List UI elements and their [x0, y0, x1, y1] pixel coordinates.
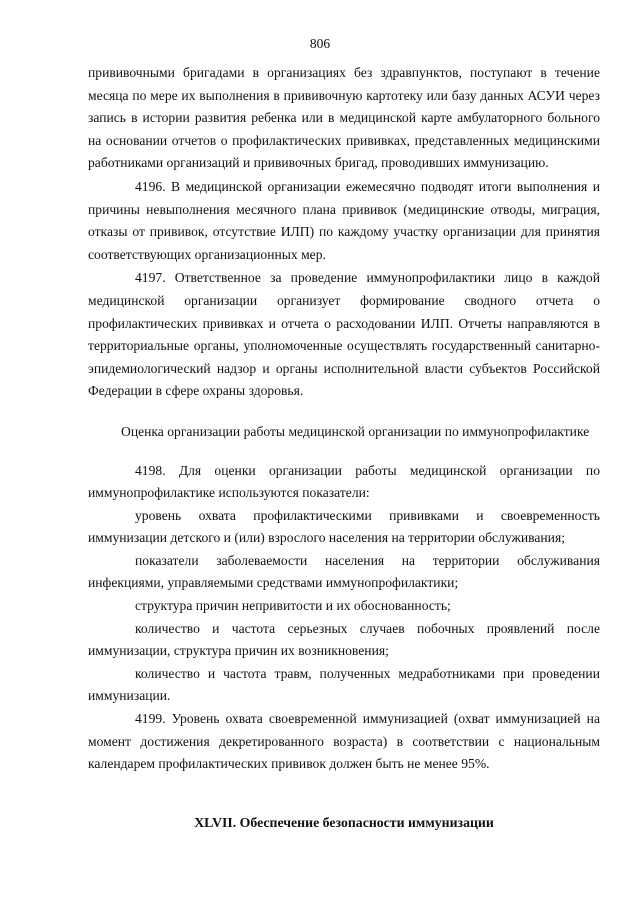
section-subheading: Оценка организации работы медицинской организации по иммунопрофилактике: [121, 423, 590, 439]
indicator-item: уровень охвата профилактическими прививками и своевременность иммунизации детского и (или) взрослого населения на территории обслуживания;: [88, 507, 600, 546]
paragraph-4199: 4199. Уровень охвата своевременной иммунизацией (охват иммунизацией на момент достижения декретированного возраста) в соответствии с национальным календарем профилактических прививок должен быть не менее 95%.: [88, 711, 600, 772]
paragraph-continuation: прививочными бригадами в организациях без здравпунктов, поступают в течение месяца по мере их выполнения в прививочную картотеку или базу данных АСУИ через запись в истории развития ребенка или в медицинской карте амбулаторного больного на основании отчетов о профилактических прививках, представленных медицинскими работниками организаций и прививочных бригад, проводивших иммунизацию.: [88, 65, 600, 171]
chapter-heading: XLVII. Обеспечение безопасности иммунизации: [194, 814, 494, 830]
indicator-item: структура причин непривитости и их обоснованность;: [135, 598, 451, 614]
paragraph-4196: 4196. В медицинской организации ежемесячно подводят итоги выполнения и причины невыполнения месячного плана прививок (медицинские отводы, миграция, отказы от прививок, отсутствие ИЛП) по каждому участку организации для принятия соответствующих организационных мер.: [88, 178, 600, 262]
paragraph-4198: 4198. Для оценки организации работы медицинской организации по иммунопрофилактике используются показатели:: [88, 462, 600, 501]
document-body: [88, 62, 600, 834]
page-number: 806: [309, 36, 331, 51]
indicator-item: количество и частота травм, полученных медработниками при проведении иммунизации.: [88, 665, 600, 704]
paragraph-4197: 4197. Ответственное за проведение иммунопрофилактики лицо в каждой медицинской организации организует формирование сводного отчета о профилактических прививках и отчета о расходовании ИЛП. Отчеты направляются в территориальные органы, уполномоченные осуществлять государственный санитарно-эпидемиологический надзор и органы исполнительной власти субъектов Российской Федерации в сфере охраны здоровья.: [88, 270, 600, 399]
indicator-item: показатели заболеваемости населения на территории обслуживания инфекциями, управляемыми средствами иммунопрофилактики;: [88, 552, 600, 591]
indicator-item: количество и частота серьезных случаев побочных проявлений после иммунизации, структура причин их возникновения;: [88, 620, 600, 659]
